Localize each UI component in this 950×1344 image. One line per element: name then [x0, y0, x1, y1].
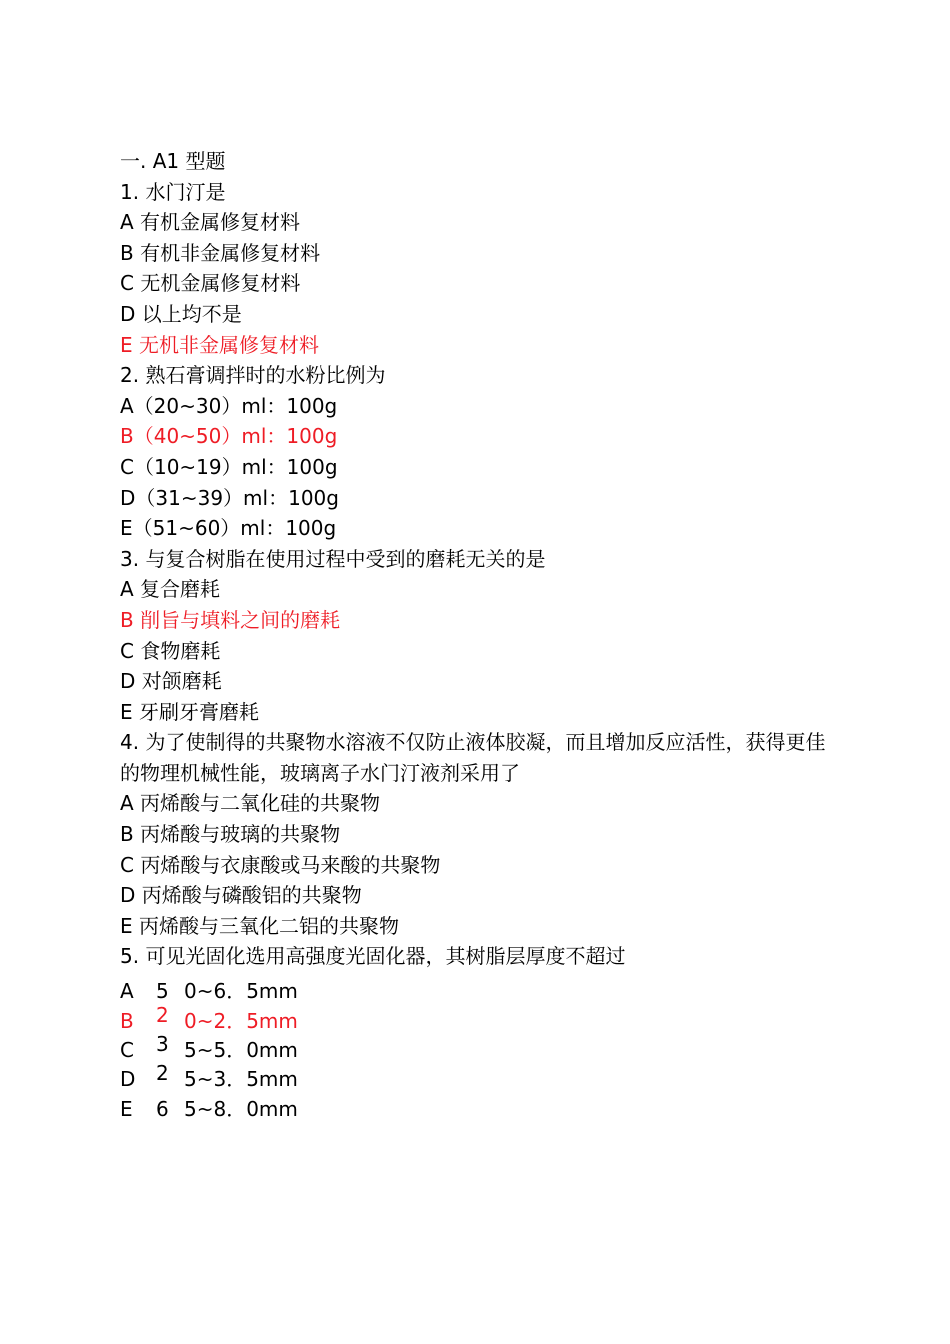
q5-option-b-letter: B: [120, 1008, 134, 1033]
q5-option-c-letter: C: [120, 1038, 134, 1063]
q5-option-b-range: 0~2．5mm: [184, 1008, 298, 1033]
q5-option-e: [120, 1093, 840, 1122]
q5-option-b-answer: [120, 1002, 840, 1034]
q5-option-a: [120, 975, 840, 1004]
q4-option-a: A 丙烯酸与二氧化硅的共聚物: [120, 791, 381, 816]
q3-option-d: D 对颌磨耗: [120, 669, 222, 694]
q5-option-c: [120, 1034, 840, 1063]
q1-option-e-answer: E 无机非金属修复材料: [120, 332, 319, 357]
q4-stem: 4. 为了使制得的共聚物水溶液不仅防止液体胶凝，而且增加反应活性，获得更佳的物理机械性能，玻璃离子水门汀液剂采用了: [120, 730, 826, 785]
q5-option-e-letter: E: [120, 1096, 133, 1121]
q5-option-c-range: 5~5．0mm: [184, 1038, 298, 1063]
q4-option-c: C 丙烯酸与衣康酸或马来酸的共聚物: [120, 852, 441, 877]
q2-option-d: D（31~39）ml：100g: [120, 485, 339, 510]
section-title: 一. A1 型题: [120, 149, 226, 173]
q5-option-d-letter: D: [120, 1067, 136, 1092]
q4-option-d: D 丙烯酸与磷酸铝的共聚物: [120, 883, 362, 908]
exam-content: [120, 146, 840, 1122]
q1-option-b: B 有机非金属修复材料: [120, 240, 321, 265]
q3-option-c: C 食物磨耗: [120, 638, 221, 663]
q5-option-d-range: 5~3．5mm: [184, 1067, 298, 1092]
q5-stem: 5. 可见光固化选用高强度光固化器，其树脂层厚度不超过: [120, 944, 626, 969]
q2-option-b-answer: B（40~50）ml：100g: [120, 424, 338, 449]
q2-stem: 2. 熟石膏调拌时的水粉比例为: [120, 363, 386, 388]
q3-option-e: E 牙刷牙膏磨耗: [120, 699, 259, 724]
q5-option-d-num: 2: [156, 1061, 169, 1086]
q5-option-e-num: 6: [156, 1096, 169, 1121]
q5-option-a-num: 5: [156, 979, 169, 1004]
q5-option-b-num: 2: [156, 1002, 169, 1027]
q1-option-d: D 以上均不是: [120, 301, 242, 326]
q5-option-d: [120, 1063, 840, 1092]
q5-option-a-range: 0~6．5mm: [184, 979, 298, 1004]
q3-option-b-answer: B 削旨与填料之间的磨耗: [120, 607, 341, 632]
q1-option-c: C 无机金属修复材料: [120, 271, 301, 296]
q5-option-a-letter: A: [120, 979, 134, 1004]
q5-option-c-num: 3: [156, 1032, 169, 1057]
q1-option-a: A 有机金属修复材料: [120, 210, 301, 235]
q1-stem: 1. 水门汀是: [120, 179, 226, 204]
q3-option-a: A 复合磨耗: [120, 577, 221, 602]
q2-option-a: A（20~30）ml：100g: [120, 393, 338, 418]
q4-option-b: B 丙烯酸与玻璃的共聚物: [120, 822, 341, 847]
q4-option-e: E 丙烯酸与三氧化二铝的共聚物: [120, 913, 399, 938]
q3-stem: 3. 与复合树脂在使用过程中受到的磨耗无关的是: [120, 546, 546, 571]
q2-option-e: E（51~60）ml：100g: [120, 516, 337, 541]
q2-option-c: C（10~19）ml：100g: [120, 454, 338, 479]
q5-option-e-range: 5~8．0mm: [184, 1096, 298, 1121]
